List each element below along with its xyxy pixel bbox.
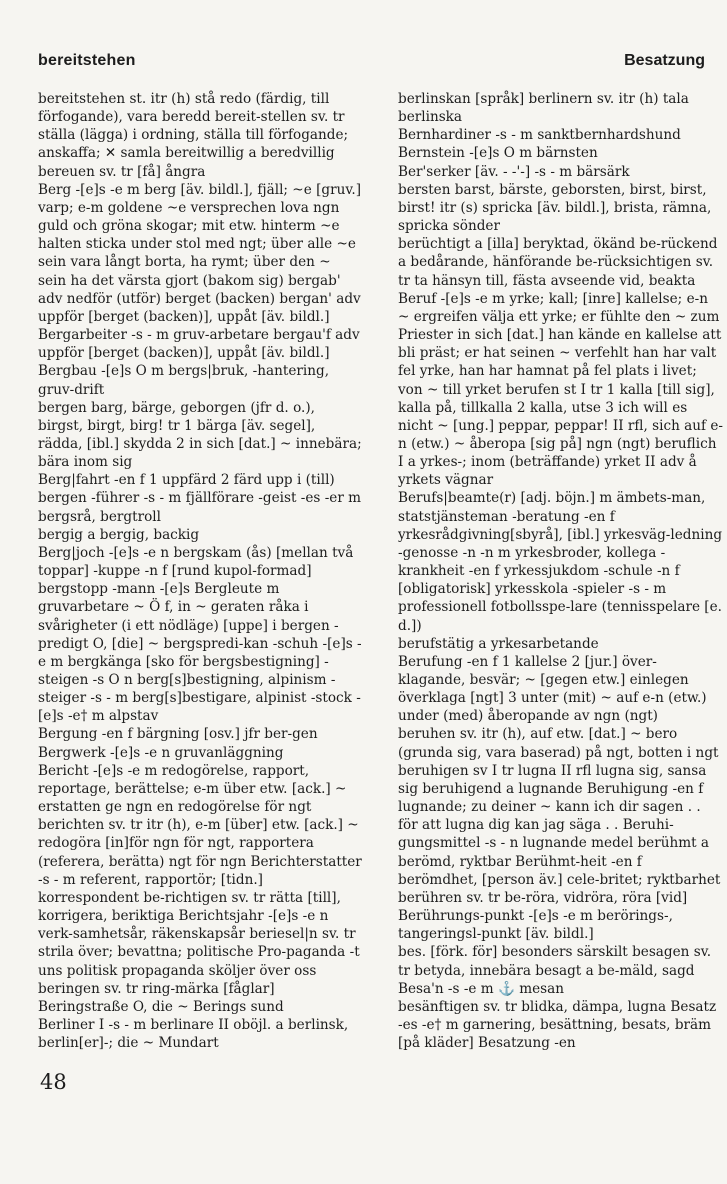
entry-berliner: Berliner I -s - m berlinare II oböjl. a berlinsk, berlin[er]-; die ~ Mundart	[38, 1016, 349, 1052]
entry-beruf: Beruf -[e]s -e m yrke; kall; [inre] kallelse; e-n ~ ergreifen välja ett yrke; er fühlte den ~ zum Priester in sich [dat.] han kände en kallelse att bli präst; er hat seinen ~ verfehlt han har valt fel yrke, han har hamnat på fel plats i livet; von ~ till yrket berufen st I tr 1 kalla [till sig], kalla på, tillkalla 2 kalla, utse 3 ich will es nicht ~ [ung.] peppar, peppar! II rfl, sich auf e-n (etw.) ~ åberopa [sig på] ngn (ngt) beruflich I a yrkes-; inom (beträffande) yrket II adv å yrkets vägnar	[398, 290, 723, 489]
entry-berserker: Ber'serker [äv. - -'-] -s - m bärsärk	[398, 163, 630, 180]
entry-beruhen: beruhen sv. itr (h), auf etw. [dat.] ~ bero (grunda sig, vara baserad) på ngt, botten i ngt beruhigen sv I tr lugna II rfl lugna sig, sansa sig beruhigend a lugnande Beruhigung -en f lugnande; zu deiner ~ kann ich dir sagen . . för att lugna dig kan jag säga . . Beruhi-gungsmittel -s - n lugnande medel berühmt a berömd, ryktbar Berühmt-heit -en f berömdhet, [person äv.] cele-britet; ryktbarhet berühren sv. tr be-röra, vidröra, röra [vid] Berührungs-punkt -[e]s -e m berörings-, tangeringsl-punkt [äv. bildl.]	[398, 726, 721, 943]
running-head-left: bereitstehen	[38, 52, 136, 69]
entry-berufstaetig: berufstätig a yrkesarbetande	[398, 635, 599, 652]
right-column	[398, 90, 723, 1052]
entry-bergfahrt: Berg|fahrt -en f 1 uppfärd 2 färd upp i (till) bergen -führer -s - m fjällförare -geist -es -er m bergsrå, bergtroll	[38, 472, 362, 525]
entry-berufsbeamter: Berufs|beamte(r) [adj. böjn.] m ämbets-man, statstjänsteman -beratung -en f yrkesrådgivning[sbyrå], [ibl.] yrkesväg-ledning -genosse -n -n m yrkesbroder, kollega -krankheit -en f yrkessjukdom -schule -n f [obligatorisk] yrkesskola -spieler -s - m professionell fotbollsspe-lare (tennisspelare [e. d.])	[398, 490, 723, 634]
entry-berlinern: berlinskan [språk] berlinern sv. itr (h) tala berlinska	[398, 91, 689, 126]
entry-berufung: Berufung -en f 1 kallelse 2 [jur.] över-klagande, besvär; ~ [gegen etw.] einlegen överklaga [ngt] 3 unter (mit) ~ auf e-n (etw.) under (med) åberopande av ngn (ngt)	[398, 653, 707, 725]
entry-bernhardiner: Bernhardiner -s - m sanktbernhardshund	[398, 127, 681, 144]
entry-beringstrasse: Beringstraße O, die ~ Berings sund	[38, 998, 284, 1015]
entry-besaenftigen: besänftigen sv. tr blidka, dämpa, lugna Besatz -es -e† m garnering, besättning, besats, bräm [på kläder] Besatzung -en	[398, 998, 717, 1052]
left-column	[38, 90, 363, 1052]
entry-bernstein: Bernstein -[e]s O m bärnsten	[398, 145, 598, 162]
entry-berg: Berg -[e]s -e m berg [äv. bildl.], fjäll; ~e [gruv.] varp; e-m goldene ~e versprechen lova ngn guld och gröna skogar; mit etw. hinterm ~e halten sticka under stol med ngt; über alle ~e sein vara långt borta, ha rymt; über den ~ sein ha det värsta gjort (bakom sig) bergab' adv nedför (utför) berget (backen) bergan' adv uppför [berget (backen)], uppåt [äv. bildl.] Bergarbeiter -s - m gruv-arbetare bergau'f adv uppför [berget (backen)], uppåt [äv. bildl.] Bergbau -[e]s O m bergs|bruk, -hantering, gruv-drift	[38, 181, 362, 398]
entry-besan: Besa'n -s -e m ⚓ mesan	[398, 980, 565, 997]
entry-bergen: bergen barg, bärge, geborgen (jfr d. o.), birgst, birgt, birg! tr 1 bärga [äv. segel], rädda, [ibl.] skydda 2 in sich [dat.] ~ innebära; bära inom sig	[38, 399, 362, 471]
entry-bersten: bersten barst, bärste, geborsten, birst, birst, birst! itr (s) spricka [äv. bildl.], brista, rämna, spricka sönder	[398, 181, 712, 235]
entry-bergwerk: Bergwerk -[e]s -e n gruvanläggning	[38, 744, 284, 761]
entry-bereitstehen: bereitstehen st. itr (h) stå redo (färdig, till förfogande), vara beredd bereit-stellen sv. tr ställa (lägga) i ordning, ställa till förfogande; anskaffa; ✕ samla bereitwillig a beredvillig bereuen sv. tr [få] ångra	[38, 91, 349, 180]
entry-bergjoch: Berg|joch -[e]s -e n bergskam (ås) [mellan två toppar] -kuppe -n f [rund kupol-formad] bergstopp -mann -[e]s Bergleute m gruvarbetare ~ Ö f, in ~ geraten råka i svårigheter (i ett nödläge) [uppe] i bergen -predigt O, [die] ~ bergspredi-kan -schuh -[e]s -e m bergkänga [sko för bergsbestigning] -steigen -s O n berg[s]bestigning, alpinism -steiger -s - m berg[s]bestigare, alpinist -stock -[e]s -e† m alpstav	[38, 544, 362, 725]
entry-bergung: Bergung -en f bärgning [osv.] jfr ber-gen	[38, 726, 318, 743]
running-head-right: Besatzung	[624, 52, 705, 69]
entry-bericht: Bericht -[e]s -e m redogörelse, rapport, reportage, berättelse; e-m über etw. [ack.] ~ erstatten ge ngn en redogörelse för ngt berichten sv. tr itr (h), e-m [über] etw. [ack.] ~ redogöra [in]för ngn för ngt, rapportera (referera, berätta) ngt för ngn Berichterstatter -s - m referent, rapportör; [tidn.] korrespondent be-richtigen sv. tr rätta [till], korrigera, beriktiga Berichtsjahr -[e]s -e n verk-samhetsår, räkenskapsår beriesel|n sv. tr strila över; bevattna; politische Pro-paganda -t uns politisk propaganda sköljer över oss beringen sv. tr ring-märka [fåglar]	[38, 762, 362, 997]
entry-bes: bes. [förk. för] besonders särskilt besagen sv. tr betyda, innebära besagt a be-mäld, sagd	[398, 944, 712, 979]
entry-bergig: bergig a bergig, backig	[38, 526, 200, 543]
page-number: 48	[40, 1070, 67, 1094]
entry-beruechtigt: berüchtigt a [illa] beryktad, ökänd be-rückend a bedårande, hänförande be-rücksichtigen sv. tr ta hänsyn till, fästa avseende vid, beakta	[398, 236, 718, 289]
